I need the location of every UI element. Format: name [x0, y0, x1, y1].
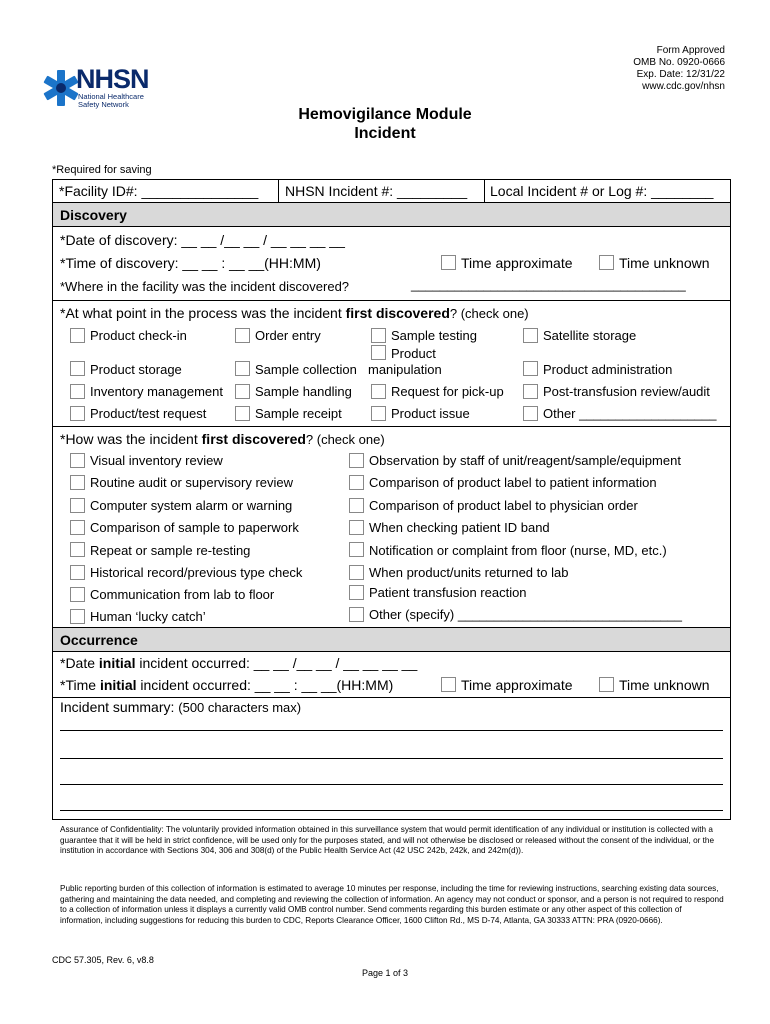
- question-emphasis: first discovered: [201, 431, 306, 447]
- inventory-management-label: Inventory management: [90, 384, 223, 399]
- time-of-discovery-field[interactable]: *Time of discovery: __ __ : __ __(HH:MM): [60, 255, 321, 271]
- nhsn-star-of-life-icon: [42, 68, 80, 108]
- form-title: [0, 105, 770, 143]
- how-option-label: When product/units returned to lab: [369, 565, 569, 580]
- divider: [278, 180, 279, 203]
- divider: [53, 697, 730, 698]
- order-entry-label: Order entry: [255, 328, 321, 343]
- how-option-checkbox[interactable]: [349, 520, 364, 535]
- time-unknown-checkbox[interactable]: [599, 255, 614, 270]
- how-option-label: Visual inventory review: [90, 453, 223, 468]
- how-option-label: Comparison of product label to physician order: [369, 498, 638, 513]
- summary-line: [60, 784, 723, 785]
- divider: [484, 180, 485, 203]
- how-option-checkbox[interactable]: [70, 475, 85, 490]
- time-approximate-checkbox[interactable]: [441, 255, 456, 270]
- how-option-checkbox[interactable]: [349, 498, 364, 513]
- required-note: *Required for saving: [52, 164, 152, 176]
- product-administration-label: Product administration: [543, 362, 673, 377]
- local-incident-field[interactable]: Local Incident # or Log #: ________: [490, 183, 714, 199]
- sample-handling-checkbox[interactable]: [235, 384, 250, 399]
- title-line-1: Hemovigilance Module: [298, 106, 472, 123]
- post-transfusion-label: Post-transfusion review/audit: [543, 384, 710, 399]
- title-line-2: Incident: [354, 125, 416, 142]
- sample-testing-checkbox[interactable]: [371, 328, 386, 343]
- how-option-checkbox[interactable]: [349, 607, 364, 622]
- facility-id-field[interactable]: *Facility ID#: _______________: [59, 183, 259, 199]
- how-option-label: Patient transfusion reaction: [369, 585, 527, 600]
- incident-summary-label: [60, 699, 301, 716]
- process-question: [60, 305, 529, 322]
- omb-line: OMB No. 0920-0666: [633, 57, 725, 68]
- how-option-label: Communication from lab to floor: [90, 587, 275, 602]
- incident-summary-textarea[interactable]: [60, 716, 723, 812]
- product-storage-checkbox[interactable]: [70, 361, 85, 376]
- date-initial-incident-field[interactable]: [60, 655, 417, 672]
- occurrence-time-unknown-checkbox[interactable]: [599, 677, 614, 692]
- product-manipulation-label-2: manipulation: [368, 362, 442, 377]
- field-text: *Date: [60, 655, 99, 671]
- logo-subtext-line: Safety Network: [78, 100, 129, 109]
- occurrence-time-unknown-label: Time unknown: [619, 677, 710, 693]
- summary-line: [60, 810, 723, 811]
- field-text: incident occurred: __ __ /__ __ / __ __ __ __: [135, 655, 418, 671]
- omb-block: [633, 45, 725, 93]
- burden-statement: Public reporting burden of this collection of information is estimated to average 10 minutes per response, including the time for reviewing instructions, searching existing data sources, gathering and maintaining the data needed, and completing and reviewing the collection of information. An agency may not conduct or sponsor, and a person is not required to respond to a collection of information unless it displays a currently valid OMB control number. Send comments regarding this burden estimate or any other aspect of this collection of information, including suggestions for reducing this burden to CDC, Reports Clearance Officer, 1600 Clifton Rd., MS D-74, Atlanta, GA 30333 ATTN: PRA (0920-0666).: [60, 884, 724, 925]
- how-option-checkbox[interactable]: [349, 453, 364, 468]
- field-text: *Time: [60, 677, 100, 693]
- field-emphasis: initial: [99, 677, 137, 693]
- field-text: incident occurred: __ __ : __ __(HH:MM): [136, 677, 394, 693]
- summary-hint: (500 characters max): [178, 700, 302, 715]
- where-discovered-label: *Where in the facility was the incident discovered?: [60, 279, 350, 294]
- how-option-label: When checking patient ID band: [369, 520, 550, 535]
- omb-line: www.cdc.gov/nhsn: [642, 81, 725, 92]
- how-option-checkbox[interactable]: [349, 585, 364, 600]
- sample-collection-label: Sample collection: [255, 362, 357, 377]
- time-initial-incident-field[interactable]: [60, 677, 393, 694]
- how-option-checkbox[interactable]: [70, 453, 85, 468]
- incident-form: [52, 179, 731, 820]
- divider: [53, 226, 730, 227]
- field-emphasis: initial: [98, 655, 136, 671]
- divider: [53, 426, 730, 427]
- summary-line: [60, 730, 723, 731]
- how-option-checkbox[interactable]: [70, 609, 85, 624]
- occurrence-heading-bar: [53, 628, 730, 651]
- form-id: CDC 57.305, Rev. 6, v8.8: [52, 955, 154, 965]
- nhsn-incident-field[interactable]: NHSN Incident #: _________: [285, 183, 468, 199]
- how-option-checkbox[interactable]: [349, 475, 364, 490]
- occurrence-heading: Occurrence: [60, 632, 138, 648]
- summary-line: [60, 758, 723, 759]
- sample-receipt-label: Sample receipt: [255, 406, 342, 421]
- page-number: Page 1 of 3: [361, 968, 409, 978]
- question-emphasis: first discovered: [345, 305, 450, 321]
- how-option-label: Routine audit or supervisory review: [90, 475, 294, 490]
- sample-collection-checkbox[interactable]: [235, 361, 250, 376]
- occurrence-time-approximate-checkbox[interactable]: [441, 677, 456, 692]
- omb-line: Form Approved: [656, 45, 725, 56]
- how-option-checkbox[interactable]: [70, 565, 85, 580]
- order-entry-checkbox[interactable]: [235, 328, 250, 343]
- product-checkin-label: Product check-in: [90, 328, 187, 343]
- summary-label-text: Incident summary:: [60, 699, 179, 715]
- discovery-heading-bar: [53, 203, 730, 226]
- product-manipulation-checkbox[interactable]: [371, 345, 386, 360]
- request-pickup-checkbox[interactable]: [371, 384, 386, 399]
- how-option-label: Comparison of product label to patient information: [369, 475, 657, 490]
- product-storage-label: Product storage: [90, 362, 182, 377]
- logo-subtext-line: National Healthcare: [78, 92, 144, 101]
- how-option-checkbox[interactable]: [70, 542, 85, 557]
- how-option-checkbox[interactable]: [349, 565, 364, 580]
- where-discovered-field[interactable]: ______________________________________: [411, 277, 686, 292]
- request-pickup-label: Request for pick-up: [391, 384, 504, 399]
- other-checkbox[interactable]: [523, 406, 538, 421]
- product-issue-label: Product issue: [391, 406, 470, 421]
- inventory-management-checkbox[interactable]: [70, 384, 85, 399]
- satellite-storage-label: Satellite storage: [543, 328, 637, 343]
- product-test-request-label: Product/test request: [90, 406, 207, 421]
- other-label[interactable]: Other ___________________: [543, 406, 717, 421]
- product-manipulation-label: Product: [391, 346, 436, 361]
- how-option-label[interactable]: Other (specify) _______________________________: [369, 607, 682, 622]
- product-administration-checkbox[interactable]: [523, 361, 538, 376]
- how-option-checkbox[interactable]: [70, 520, 85, 535]
- how-option-label: Historical record/previous type check: [90, 565, 303, 580]
- discovery-heading: Discovery: [60, 207, 127, 223]
- satellite-storage-checkbox[interactable]: [523, 328, 538, 343]
- omb-line: Exp. Date: 12/31/22: [636, 69, 725, 80]
- how-option-label: Notification or complaint from floor (nurse, MD, etc.): [369, 543, 667, 558]
- occurrence-time-approximate-label: Time approximate: [461, 677, 573, 693]
- sample-receipt-checkbox[interactable]: [235, 406, 250, 421]
- question-text: *At what point in the process was the incident: [60, 305, 346, 321]
- question-text: ? (check one): [449, 306, 529, 321]
- product-issue-checkbox[interactable]: [371, 406, 386, 421]
- question-text: *How was the incident: [60, 431, 202, 447]
- logo-text: NHSN: [76, 64, 149, 94]
- divider: [53, 651, 730, 652]
- date-of-discovery-field[interactable]: *Date of discovery: __ __ /__ __ / __ __ __ __: [60, 232, 345, 248]
- how-option-checkbox[interactable]: [349, 542, 364, 557]
- time-approximate-label: Time approximate: [461, 255, 573, 271]
- divider: [53, 300, 730, 301]
- confidentiality-notice: Assurance of Confidentiality: The voluntarily provided information obtained in this surveillance system that would permit identification of any individual or institution is collected with a guarantee that it will be held in strict confidence, will be used only for the purposes stated, and will not otherwise be disclosed or released without the consent of the individual, or the institution in accordance with Sections 304, 306 and 308(d) of the Public Health Service Act (42 USC 242b, 242k, and 242m(d)).: [60, 825, 715, 855]
- how-option-checkbox[interactable]: [70, 587, 85, 602]
- how-option-checkbox[interactable]: [70, 498, 85, 513]
- question-text: ? (check one): [305, 432, 385, 447]
- how-option-label: Human ‘lucky catch’: [90, 609, 206, 624]
- product-test-request-checkbox[interactable]: [70, 406, 85, 421]
- sample-testing-label: Sample testing: [391, 328, 477, 343]
- how-option-label: Comparison of sample to paperwork: [90, 520, 299, 535]
- post-transfusion-checkbox[interactable]: [523, 384, 538, 399]
- nhsn-logo: [42, 64, 152, 110]
- how-option-label: Observation by staff of unit/reagent/sample/equipment: [369, 453, 681, 468]
- how-option-label: Computer system alarm or warning: [90, 498, 293, 513]
- sample-handling-label: Sample handling: [255, 384, 352, 399]
- how-question: [60, 431, 385, 448]
- how-option-label: Repeat or sample re-testing: [90, 543, 251, 558]
- product-checkin-checkbox[interactable]: [70, 328, 85, 343]
- time-unknown-label: Time unknown: [619, 255, 710, 271]
